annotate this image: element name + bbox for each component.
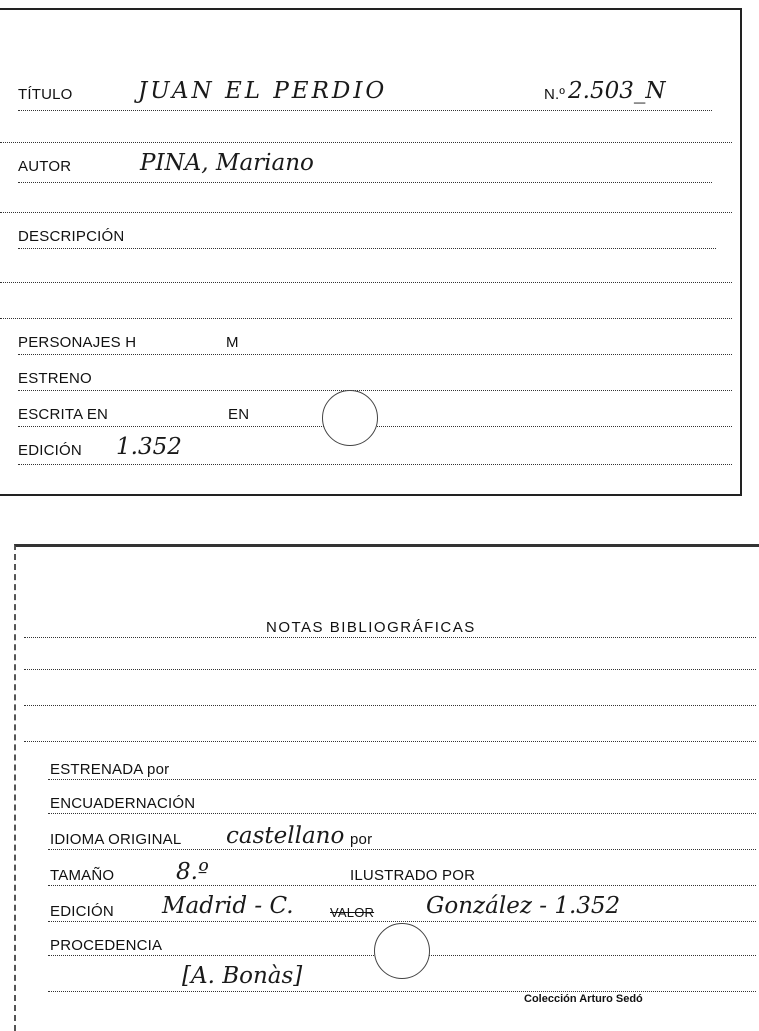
punch-hole <box>322 390 378 446</box>
numero-value: 2.503_N <box>568 78 666 104</box>
edicion-rule <box>18 464 732 465</box>
rule <box>48 813 756 814</box>
encuadernacion-label: ENCUADERNACIÓN <box>50 795 196 812</box>
rule <box>0 318 732 319</box>
estreno-label: ESTRENO <box>18 370 92 387</box>
descripcion-label: DESCRIPCIÓN <box>18 228 125 245</box>
rule <box>48 779 756 780</box>
edicion-struck-label: VALOR <box>330 905 375 920</box>
catalog-card-front <box>0 8 742 496</box>
personajes-h-label: PERSONAJES H <box>18 334 137 351</box>
en-label: EN <box>228 406 250 423</box>
estreno-rule <box>18 390 732 391</box>
autor-rule <box>18 182 712 183</box>
idioma-label: IDIOMA ORIGINAL <box>50 831 182 848</box>
rule <box>24 741 756 742</box>
rule <box>48 991 756 992</box>
titulo-rule <box>18 110 712 111</box>
numero-label: N.º <box>544 86 566 103</box>
idioma-value: castellano <box>226 823 345 849</box>
rule <box>48 921 756 922</box>
tamano-value: 8.º <box>176 859 209 885</box>
rule <box>24 637 756 638</box>
edicion-value: 1.352 <box>116 434 182 460</box>
titulo-label: TÍTULO <box>18 86 73 103</box>
rule <box>24 705 756 706</box>
rule <box>0 212 732 213</box>
edicion-label: EDICIÓN <box>50 903 114 920</box>
notas-heading: NOTAS BIBLIOGRÁFICAS <box>266 619 476 636</box>
punch-hole <box>374 923 430 979</box>
catalog-card-back <box>14 544 759 1031</box>
personajes-m-label: M <box>226 334 239 351</box>
ilustrado-label: ILUSTRADO POR <box>350 867 476 884</box>
rule <box>24 669 756 670</box>
rule <box>48 885 756 886</box>
rule <box>0 282 732 283</box>
edicion-value-a: Madrid - C. <box>162 893 294 919</box>
procedencia-value: [A. Bonàs] <box>182 963 303 989</box>
estrenada-label: ESTRENADA por <box>50 761 170 778</box>
titulo-value: JUAN EL PERDIO <box>138 78 388 104</box>
collection-credit: Colección Arturo Sedó <box>524 993 643 1005</box>
descripcion-rule <box>18 248 716 249</box>
rule <box>0 142 732 143</box>
idioma-por-label: por <box>350 831 373 848</box>
rule <box>48 849 756 850</box>
personajes-rule <box>18 354 732 355</box>
autor-value: PINA, Mariano <box>140 150 314 176</box>
autor-label: AUTOR <box>18 158 72 175</box>
procedencia-label: PROCEDENCIA <box>50 937 163 954</box>
escrita-en-label: ESCRITA EN <box>18 406 109 423</box>
edicion-label: EDICIÓN <box>18 442 82 459</box>
tamano-label: TAMAÑO <box>50 867 115 884</box>
edicion-value-b: González - 1.352 <box>426 893 621 919</box>
